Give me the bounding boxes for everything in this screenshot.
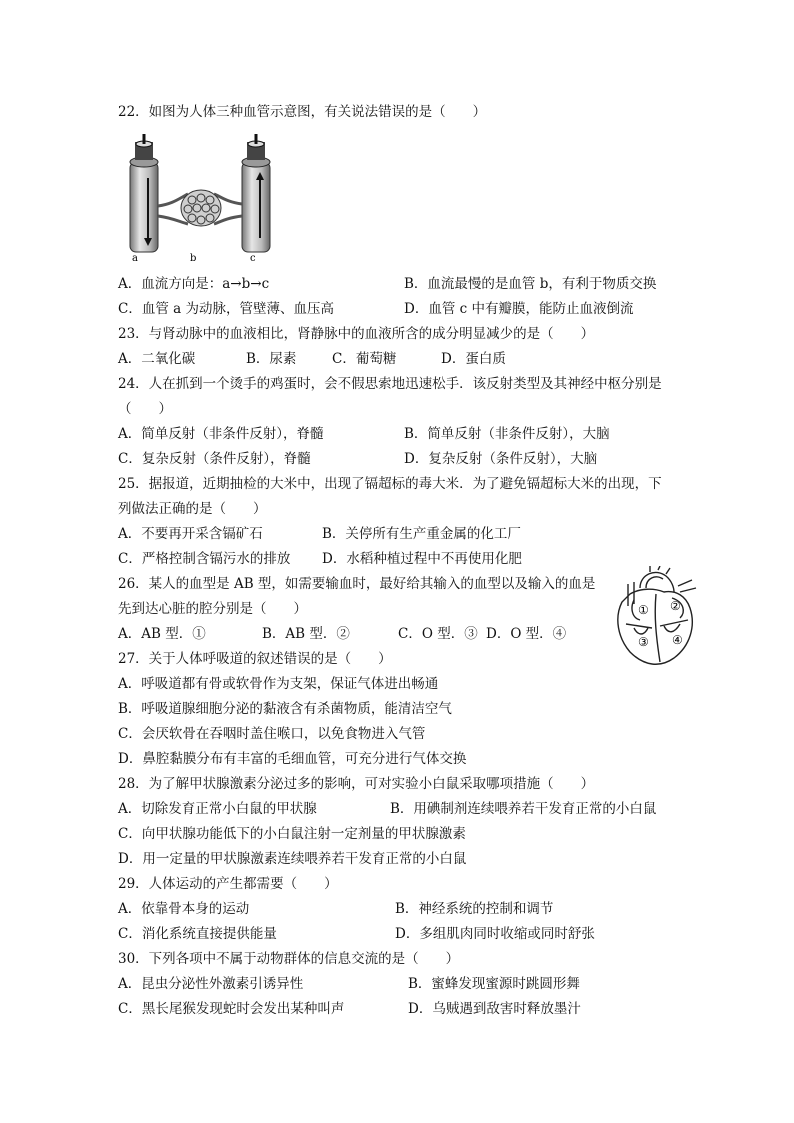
q30-option-d: D．乌贼遇到敌害时释放墨汁 [408,1001,581,1017]
q29-option-a: A．依靠骨本身的运动 [118,901,250,917]
q26-stem: 26．某人的血型是 AB 型，如需要输血时，最好给其输入的血型以及输入的血是 [118,576,596,592]
q24-stem: 24．人在抓到一个烫手的鸡蛋时，会不假思索地迅速松手．该反射类型及其神经中枢分别是 [118,376,662,392]
heart-label-2: ② [670,599,681,613]
q23-option-c: C．葡萄糖 [332,351,397,367]
q27-option-a: A．呼吸道都有骨或软骨作为支架，保证气体进出畅通 [118,676,439,692]
q22-stem: 22．如图为人体三种血管示意图，有关说法错误的是（ ） [118,104,487,120]
q26-option-d: D．O 型．④ [486,626,567,642]
q27-stem: 27．关于人体呼吸道的叙述错误的是（ ） [118,651,392,667]
label-b: b [190,253,197,264]
q22-option-b: B．血流最慢的是血管 b，有利于物质交换 [404,276,657,292]
heart-diagram [600,566,706,670]
q22-option-d: D．血管 c 中有瓣膜，能防止血液倒流 [404,301,634,317]
q25-option-b: B．关停所有生产重金属的化工厂 [322,526,521,542]
label-a: a [132,253,138,264]
label-c: c [250,253,256,264]
q23-stem: 23．与肾动脉中的血液相比，肾静脉中的血液所含的成分明显减少的是（ ） [118,326,595,342]
q28-option-c: C．向甲状腺功能低下的小白鼠注射一定剂量的甲状腺激素 [118,826,466,842]
q24-option-c: C．复杂反射（条件反射），脊髓 [118,451,311,467]
q29-stem: 29．人体运动的产生都需要（ ） [118,876,338,892]
q28-option-b: B．用碘制剂连续喂养若干发育正常的小白鼠 [390,801,657,817]
q23-option-b: B．尿素 [246,351,297,367]
q23-option-a: A．二氧化碳 [118,351,196,367]
q25-stem-cont: 列做法正确的是（ ） [118,501,267,517]
q27-option-b: B．呼吸道腺细胞分泌的黏液含有杀菌物质，能清洁空气 [118,701,452,717]
q29-option-d: D．多组肌肉同时收缩或同时舒张 [395,926,595,942]
heart-label-3: ③ [638,635,649,649]
q25-option-c: C．严格控制含镉污水的排放 [118,551,291,567]
q28-stem: 28．为了解甲状腺激素分泌过多的影响，可对实验小白鼠采取哪项措施（ ） [118,776,595,792]
q25-option-a: A．不要再开采含镉矿石 [118,526,263,542]
q23-option-d: D．蛋白质 [441,351,506,367]
blood-vessel-figure [118,134,282,264]
q24-option-b: B．简单反射（非条件反射），大脑 [404,426,610,442]
q29-option-b: B．神经系统的控制和调节 [395,901,554,917]
heart-label-4: ④ [672,633,683,647]
q30-option-a: A．昆虫分泌性外激素引诱异性 [118,976,304,992]
q26-stem-cont: 先到达心脏的腔分别是（ ） [118,601,307,617]
q22-option-c: C．血管 a 为动脉，管壁薄、血压高 [118,301,334,317]
q26-option-c: C．O 型．③ [398,626,478,642]
q24-option-d: D．复杂反射（条件反射），大脑 [404,451,598,467]
q26-option-b: B．AB 型．② [262,626,350,642]
q27-option-c: C．会厌软骨在吞咽时盖住喉口，以免食物进入气管 [118,726,426,742]
heart-label-1: ① [638,603,649,617]
q25-option-d: D．水稻种植过程中不再使用化肥 [322,551,522,567]
q24-stem-cont: （ ） [118,401,172,417]
q28-option-d: D．用一定量的甲状腺激素连续喂养若干发育正常的小白鼠 [118,851,467,867]
q24-option-a: A．简单反射（非条件反射），脊髓 [118,426,324,442]
q25-stem: 25．据报道，近期抽检的大米中，出现了镉超标的毒大米．为了避免镉超标大米的出现，下 [118,476,662,492]
q27-option-d: D．鼻腔黏膜分布有丰富的毛细血管，可充分进行气体交换 [118,751,467,767]
q22-option-a: A．血流方向是：a→b→c [118,276,270,292]
q30-option-c: C．黑长尾猴发现蛇时会发出某种叫声 [118,1001,345,1017]
q30-stem: 30．下列各项中不属于动物群体的信息交流的是（ ） [118,951,460,967]
q29-option-c: C．消化系统直接提供能量 [118,926,277,942]
q30-option-b: B．蜜蜂发现蜜源时跳圆形舞 [408,976,580,992]
q26-option-a: A．AB 型．① [118,626,206,642]
q28-option-a: A．切除发育正常小白鼠的甲状腺 [118,801,317,817]
